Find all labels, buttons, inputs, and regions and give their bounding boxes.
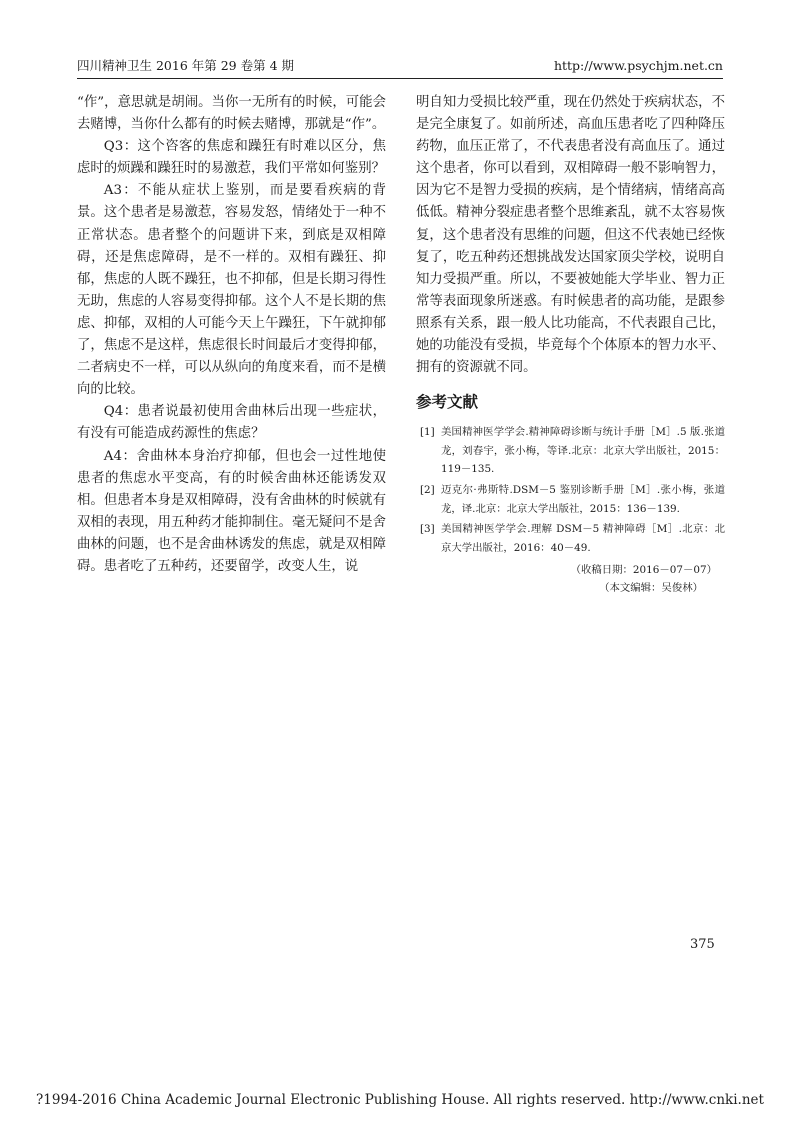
received-date: （收稿日期：2016－07－07） <box>570 564 717 577</box>
reference-text: 美国精神医学学会.理解 DSM－5 精神障碍［M］.北京：北京大学出版社，2016：40－49. <box>441 523 725 554</box>
copyright-footer: ?1994-2016 China Academic Journal Electronic Publishing House. All rights reserved. http://www.cnki.net <box>36 1092 764 1108</box>
question-q3: Q3：这个咨客的焦虑和躁狂有时难以区分，焦虑时的烦躁和躁狂时的易激惹，我们平常如何鉴别？ <box>77 139 386 177</box>
journal-issue: 四川精神卫生 2016 年第 29 卷第 4 期 <box>77 58 295 73</box>
left-column <box>77 92 386 578</box>
reference-number: [3] <box>420 523 435 536</box>
question-q4: Q4：患者说最初使用舍曲林后出现一些症状，有没有可能造成药源性的焦虑？ <box>77 404 386 442</box>
reference-text: 美国精神医学学会.精神障碍诊断与统计手册［M］.5 版.张道龙，刘春宇，张小梅，等译.北京：北京大学出版社，2015：119－135. <box>441 426 725 476</box>
answer-a4: A4：舍曲林本身治疗抑郁，但也会一过性地使患者的焦虑水平变高，有的时候舍曲林还能诱发双相。但患者本身是双相障碍，没有舍曲林的时候就有双相的表现，用五种药才能抑制住。毫无疑问不是舍曲林的问题，也不是舍曲林诱发的焦虑，就是双相障碍。患者吃了五种药，还要留学，改变人生，说 <box>77 448 386 574</box>
reference-item <box>416 423 725 479</box>
running-header <box>77 56 723 76</box>
editor-credit: （本文编辑：吴俊林） <box>599 582 703 595</box>
references-heading: 参考文献 <box>416 393 479 412</box>
page-number: 375 <box>690 937 715 952</box>
paragraph: “作”，意思就是胡闹。当你一无所有的时候，可能会去赌博，当你什么都有的时候去赌博，那就是“作”。 <box>77 95 386 133</box>
reference-number: [2] <box>420 484 435 496</box>
journal-url: http://www.psychjm.net.cn <box>553 58 723 73</box>
answer-a3: A3：不能从症状上鉴别，而是要看疾病的背景。这个患者是易激惹，容易发怒，情绪处于一种不正常状态。患者整个的问题讲下来，到底是双相障碍，还是焦虑障碍，是不一样的。双相有躁狂、抑郁，焦虑的人既不躁狂，也不抑郁，但是长期习得性无助，焦虑的人容易变得抑郁。这个人不是长期的焦虑、抑郁，双相的人可能今天上午躁狂，下午就抑郁了，焦虑不是这样，焦虑很长时间最后才变得抑郁，二者病史不一样，可以从纵向的角度来看，而不是横向的比较。 <box>77 183 386 398</box>
reference-item <box>416 520 725 557</box>
reference-number: [1] <box>420 426 435 439</box>
paragraph: 明自知力受损比较严重，现在仍然处于疾病状态，不是完全康复了。如前所述，高血压患者吃了四种降压药物，血压正常了，不代表患者没有高血压了。通过这个患者，你可以看到，双相障碍一般不影响智力，因为它不是智力受损的疾病，是个情绪病，情绪高高低低。精神分裂症患者整个思维紊乱，就不太容易恢复，这个患者没有思维的问题，但这不代表她已经恢复了，吃五种药还想挑战发达国家顶尖学校，说明自知力受损严重。所以，不要被她能大学毕业、智力正常等表面现象所迷惑。有时候患者的高功能，是跟参照系有关系，跟一般人比功能高，不代表跟自己比，她的功能没有受损，毕竟每个个体原本的智力水平、拥有的资源就不同。 <box>416 95 725 376</box>
right-column <box>416 92 725 597</box>
reference-text: 迈克尔·弗斯特.DSM－5 鉴别诊断手册［M］.张小梅，张道龙，译.北京：北京大学出版社，2015：136－139. <box>441 484 725 515</box>
reference-item <box>416 481 725 518</box>
reference-list <box>416 423 725 557</box>
header-rule <box>77 78 723 79</box>
